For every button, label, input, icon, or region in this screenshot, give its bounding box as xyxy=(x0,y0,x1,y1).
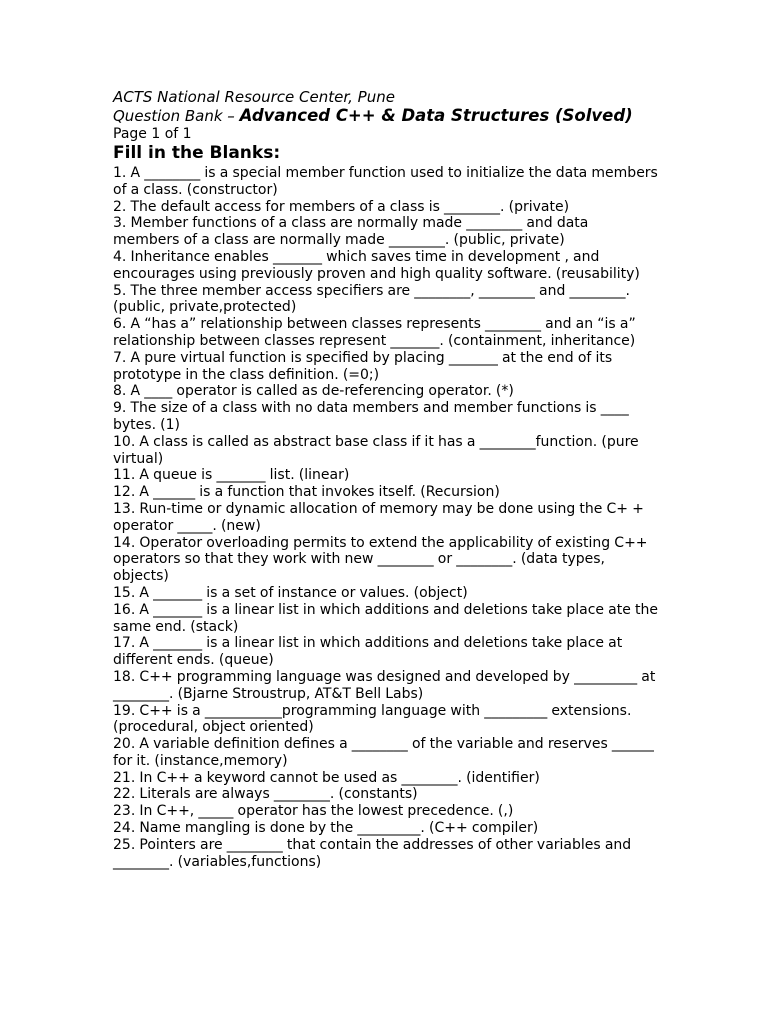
question-item: 4. Inheritance enables _______ which saves time in development , and encourages using previously proven and high quality software. (reusability) xyxy=(113,248,640,282)
question-item: 18. C++ programming language was designed and developed by _________ at ________. (Bjarne Stroustrup, AT&T Bell Labs) xyxy=(113,668,656,702)
organization-name: ACTS National Resource Center, Pune xyxy=(113,88,395,106)
question-item: 16. A _______ is a linear list in which additions and deletions take place ate the same end. (stack) xyxy=(113,601,658,635)
page-number: Page 1 of 1 xyxy=(113,126,192,142)
question-item: 13. Run-time or dynamic allocation of memory may be done using the C+ + operator _____. (new) xyxy=(113,500,644,534)
question-item: 22. Literals are always ________. (constants) xyxy=(113,786,418,803)
question-item: 1. A ________ is a special member function used to initialize the data members of a class. (constructor) xyxy=(113,165,658,198)
question-item: 23. In C++, _____ operator has the lowest precedence. (,) xyxy=(113,803,514,820)
question-item: 5. The three member access specifiers are ________, ________ and ________. (public, private,protected) xyxy=(113,282,630,316)
title-subject: Advanced C++ & Data Structures (Solved) xyxy=(239,106,633,125)
question-item: 10. A class is called as abstract base class if it has a ________function. (pure virtual) xyxy=(113,433,639,467)
question-item: 17. A _______ is a linear list in which additions and deletions take place at different ends. (queue) xyxy=(113,635,623,669)
question-item: 7. A pure virtual function is specified by placing _______ at the end of its prototype in the class definition. (=0;) xyxy=(113,349,613,383)
document-title xyxy=(113,107,658,125)
question-item: 20. A variable definition defines a ________ of the variable and reserves ______ for it. (instance,memory) xyxy=(113,736,654,769)
question-item: 14. Operator overloading permits to extend the applicability of existing C++ operators so that they work with new ________ or ________. (data types, objects) xyxy=(113,534,648,585)
question-list xyxy=(113,165,658,870)
section-heading: Fill in the Blanks: xyxy=(113,143,281,163)
question-item: 24. Name mangling is done by the _________. (C++ compiler) xyxy=(113,820,539,837)
question-item: 25. Pointers are ________ that contain the addresses of other variables and ________. (variables,functions) xyxy=(113,836,632,870)
question-item: 6. A “has a” relationship between classes represents ________ and an “is a” relationship between classes represent _______. (containment, inheritance) xyxy=(113,316,636,349)
document-page xyxy=(113,88,658,870)
question-item: 12. A ______ is a function that invokes itself. (Recursion) xyxy=(113,484,500,501)
question-item: 3. Member functions of a class are normally made ________ and data members of a class are normally made ________. (public, private) xyxy=(113,215,589,249)
question-item: 9. The size of a class with no data members and member functions is ____ bytes. (1) xyxy=(113,400,629,433)
question-item: 15. A _______ is a set of instance or values. (object) xyxy=(113,584,468,601)
question-item: 11. A queue is _______ list. (linear) xyxy=(113,467,350,484)
question-item: 19. C++ is a ___________programming language with _________ extensions. (procedural, object oriented) xyxy=(113,702,632,736)
title-prefix: Question Bank – xyxy=(113,107,240,125)
question-item: 8. A ____ operator is called as de-referencing operator. (*) xyxy=(113,383,514,400)
question-item: 2. The default access for members of a class is ________. (private) xyxy=(113,198,570,215)
question-item: 21. In C++ a keyword cannot be used as ________. (identifier) xyxy=(113,769,540,786)
